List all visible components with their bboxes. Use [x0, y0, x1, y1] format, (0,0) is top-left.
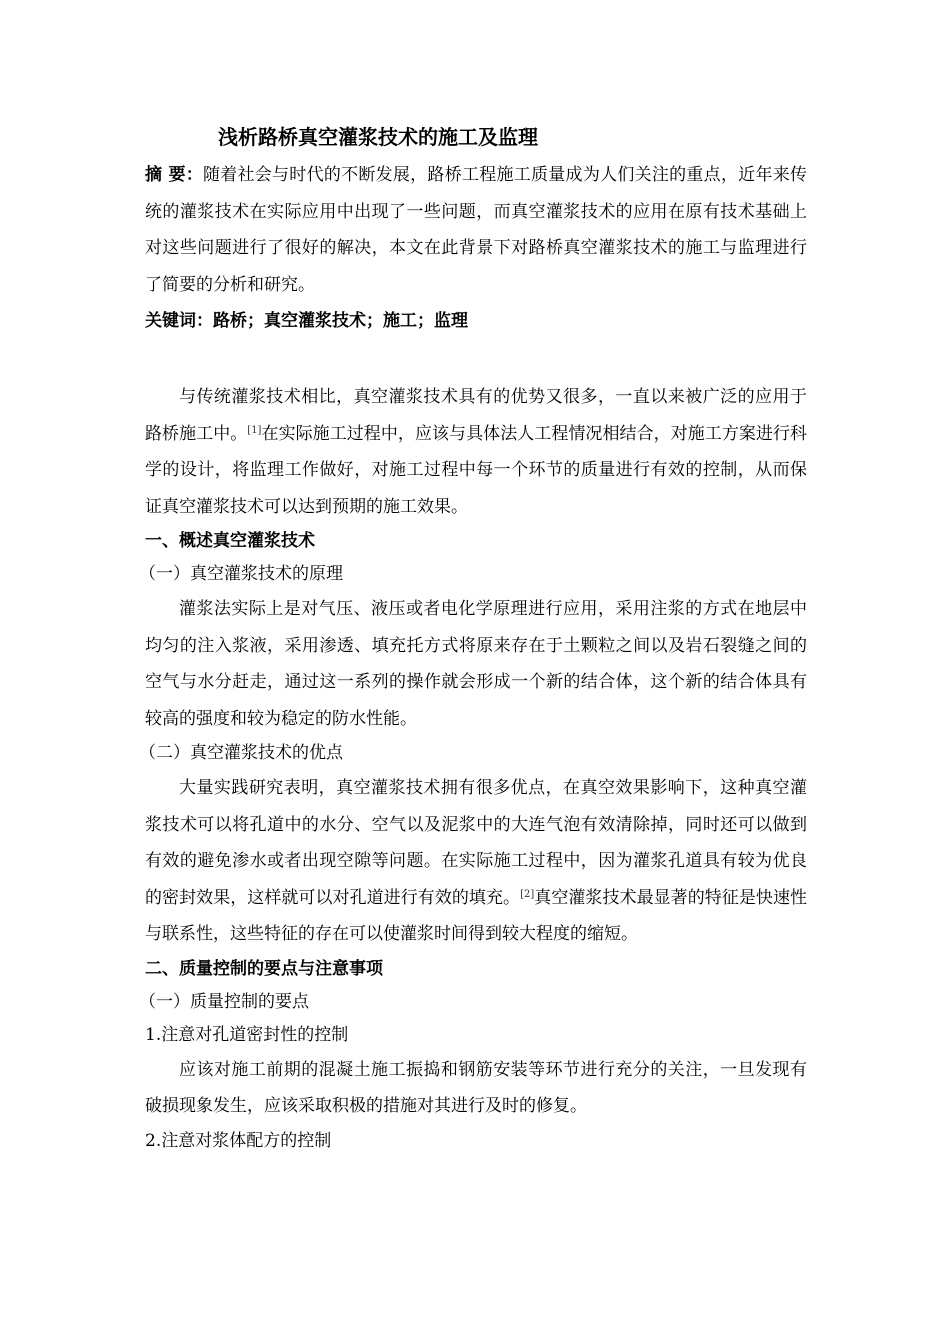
advantages-text-2: 真空灌浆技术最显著的特征是快速性与联系性，这些特征的存在可以使灌浆时间得到较大程度的缩短。 — [145, 887, 808, 944]
paragraph-gap — [145, 339, 807, 379]
citation-ref-1: [1] — [247, 424, 262, 436]
principle-paragraph: 灌浆法实际上是对气压、液压或者电化学原理进行应用，采用注浆的方式在地层中均匀的注入浆液，采用渗透、填充托方式将原来存在于土颗粒之间以及岩石裂缝之间的空气与水分赶走，通过这一系列的操作就会形成一个新的结合体，这个新的结合体具有较高的强度和较为稳定的防水性能。 — [145, 599, 807, 729]
subsection-heading-2-1: （一）质量控制的要点 — [139, 991, 309, 1012]
sealing-paragraph: 应该对施工前期的混凝土施工振捣和钢筋安装等环节进行充分的关注，一旦发现有破损现象发生，应该采取积极的措施对其进行及时的修复。 — [145, 1059, 807, 1116]
abstract-label: 摘 要： — [145, 165, 203, 185]
item-heading-2: 2.注意对浆体配方的控制 — [145, 1130, 332, 1151]
subsection-heading-1-1: （一）真空灌浆技术的原理 — [139, 564, 343, 584]
subsection-heading-1-2: （二）真空灌浆技术的优点 — [139, 743, 343, 763]
keywords-line — [145, 303, 807, 339]
keywords-label: 关键词： — [145, 311, 213, 331]
abstract-paragraph — [145, 157, 807, 303]
advantages-paragraph — [145, 770, 807, 953]
section-heading-2: 二、质量控制的要点与注意事项 — [145, 958, 383, 979]
abstract-text: 随着社会与时代的不断发展，路桥工程施工质量成为人们关注的重点，近年来传统的灌浆技术在实际应用中出现了一些问题，而真空灌浆技术的应用在原有技术基础上对这些问题进行了很好的解决，本文在此背景下对路桥真空灌浆技术的施工与监理进行了简要的分析和研究。 — [145, 165, 808, 295]
citation-ref-2: [2] — [520, 888, 535, 900]
keywords-text: 路桥；真空灌浆技术；施工；监理 — [213, 311, 468, 331]
section-heading-1: 一、概述真空灌浆技术 — [145, 531, 315, 551]
paper-body — [139, 157, 808, 1158]
item-heading-1: 1.注意对孔道密封性的控制 — [145, 1024, 349, 1045]
intro-text-2: 在实际施工过程中，应该与具体法人工程情况相结合，对施工方案进行科学的设计，将监理工作做好，对施工过程中每一个环节的质量进行有效的控制，从而保证真空灌浆技术可以达到预期的施工效果。 — [145, 423, 808, 517]
intro-text-1: 与传统灌浆技术相比，真空灌浆技术具有的优势又很多，一直以来被广泛的应用于路桥施工中。 — [145, 387, 807, 444]
intro-paragraph — [145, 379, 807, 525]
paper-title: 浅析路桥真空灌浆技术的施工及监理 — [218, 125, 538, 149]
advantages-text-1: 大量实践研究表明，真空灌浆技术拥有很多优点，在真空效果影响下，这种真空灌浆技术可以将孔道中的水分、空气以及泥浆中的大连气泡有效清除掉，同时还可以做到有效的避免渗水或者出现空隙等问题。在实际施工过程中，因为灌浆孔道具有较为优良的密封效果，这样就可以对孔道进行有效的填充。 — [145, 778, 807, 908]
